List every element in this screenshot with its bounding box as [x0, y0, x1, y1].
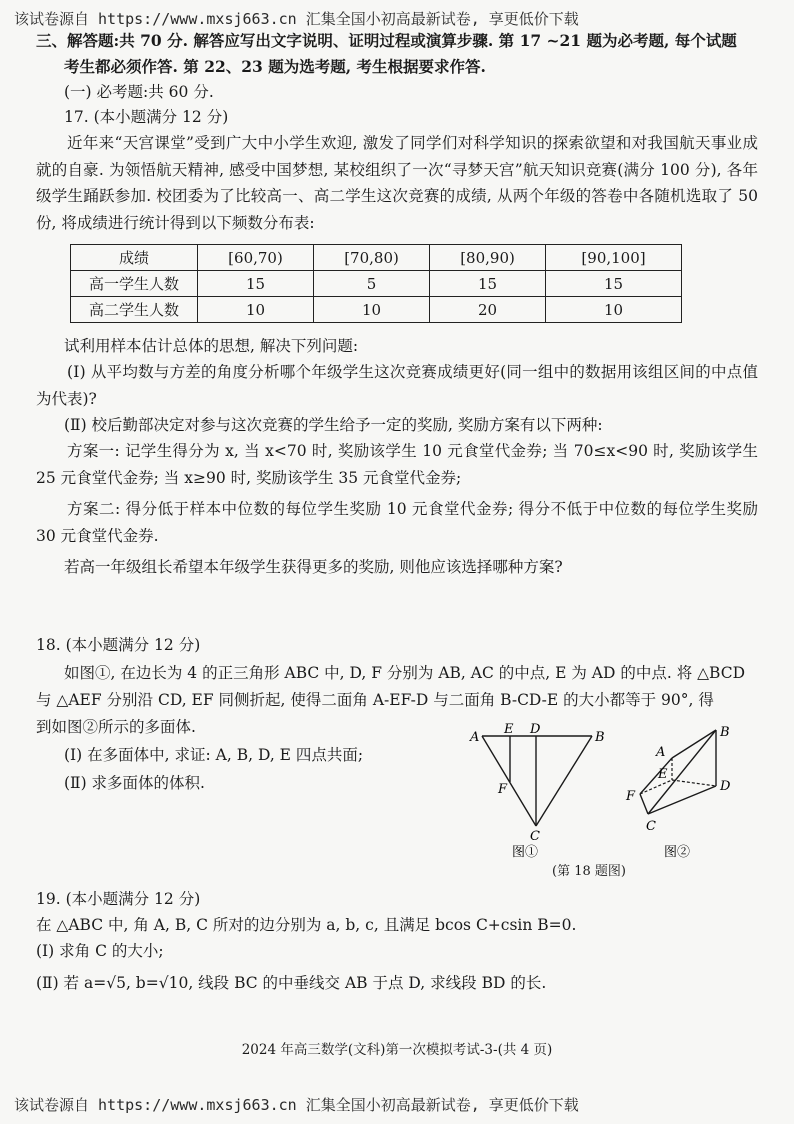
fig1-label-b: B: [595, 730, 605, 745]
fig2-label-b: B: [720, 725, 730, 740]
watermark-top: 该试卷源自 https://www.mxsj663.cn 汇集全国小初高最新试卷, 享更低价下载: [14, 10, 579, 28]
q17-part2: (Ⅱ) 校后勤部决定对参与这次竞赛的学生给予一定的奖励, 奖励方案有以下两种:: [64, 416, 603, 434]
q17-lead: 试利用样本估计总体的思想, 解决下列问题:: [64, 337, 359, 355]
table-cell: 10: [198, 297, 314, 323]
q17-intro: 近年来“天宫课堂”受到广大中小学生欢迎, 激发了同学们对科学知识的探索欲望和对我国航天事业成就的自豪. 为领悟航天精神, 感受中国梦想, 某校组织了一次“寻梦天宫”航天知识竞赛(满分 100 分), 各年级学生踊跃参加. 校团委为了比较高一、高二学生这次竞赛的成绩, 从两个年级的答卷中各随机选取了 50 份, 将成绩进行统计得到以下频数分布表:: [36, 134, 758, 232]
q17-plan2: 方案二: 得分低于样本中位数的每位学生奖励 10 元食堂代金券; 得分不低于中位数的每位学生奖励 30 元食堂代金券.: [36, 500, 758, 545]
fig1-label-d: D: [530, 722, 541, 737]
q17-part1: (Ⅰ) 从平均数与方差的角度分析哪个年级学生这次竞赛成绩更好(同一组中的数据用该组区间的中点值为代表)?: [36, 363, 758, 408]
table-cell: 10: [546, 297, 682, 323]
q19-part2: (Ⅱ) 若 a=√5, b=√10, 线段 BC 的中垂线交 AB 于点 D, 求线段 BD 的长.: [36, 974, 547, 992]
table-header-cell: 成绩: [71, 245, 198, 271]
table-cell: 15: [198, 271, 314, 297]
table-header-cell: [90,100]: [546, 245, 682, 271]
q18-part2: (Ⅱ) 求多面体的体积.: [64, 774, 205, 792]
fig1-label-a: A: [470, 730, 480, 745]
table-cell: 15: [430, 271, 546, 297]
table-cell: 20: [430, 297, 546, 323]
table-header-cell: [60,70): [198, 245, 314, 271]
fig1-caption: 图①: [512, 845, 539, 860]
q18-text-line3: 到如图②所示的多面体.: [36, 718, 196, 736]
table-header-row: [71, 245, 682, 271]
fig1-label-f: F: [498, 782, 508, 797]
fig2-label-c: C: [646, 819, 656, 834]
q17-plan1: 方案一: 记学生得分为 x, 当 x<70 时, 奖励该学生 10 元食堂代金券; 当 70≤x<90 时, 奖励该学生 25 元食堂代金券; 当 x≥90 时, 奖励该学生 35 元食堂代金券;: [36, 442, 758, 487]
table-header-cell: [80,90): [430, 245, 546, 271]
q17-title: 17. (本小题满分 12 分): [64, 108, 229, 126]
table-header-cell: [70,80): [314, 245, 430, 271]
page-footer: 2024 年高三数学(文科)第一次模拟考试-3-(共 4 页): [241, 1042, 553, 1058]
fig2-label-d: D: [720, 779, 731, 794]
fig1-label-e: E: [504, 722, 514, 737]
q18-title: 18. (本小题满分 12 分): [36, 636, 201, 654]
section-heading-line1: 三、解答题:共 70 分. 解答应写出文字说明、证明过程或演算步骤. 第 17 ~21 题为必考题, 每个试题: [36, 31, 737, 50]
fig2-label-f: F: [626, 789, 636, 804]
q19-text: 在 △ABC 中, 角 A, B, C 所对的边分别为 a, b, c, 且满足 bcos C+csin B=0.: [36, 916, 577, 934]
table-row: [71, 297, 682, 323]
fig2-caption: 图②: [664, 845, 691, 860]
q17-question: 若高一年级组长希望本年级学生获得更多的奖励, 则他应该选择哪种方案?: [64, 558, 563, 576]
figure-2-polyhedron: [620, 722, 740, 862]
q18-text-line1: 如图①, 在边长为 4 的正三角形 ABC 中, D, F 分别为 AB, AC 的中点, E 为 AD 的中点. 将 △BCD: [64, 664, 746, 682]
fig2-label-e: E: [658, 767, 668, 782]
table-cell: 高二学生人数: [71, 297, 198, 323]
q19-part1: (Ⅰ) 求角 C 的大小;: [36, 942, 164, 960]
q18-figure-title: (第 18 题图): [552, 864, 626, 879]
fig1-label-c: C: [530, 829, 540, 844]
frequency-table: [70, 244, 682, 323]
section-part: (一) 必考题:共 60 分.: [64, 83, 214, 101]
table-cell: 高一学生人数: [71, 271, 198, 297]
table-cell: 15: [546, 271, 682, 297]
table-cell: 5: [314, 271, 430, 297]
watermark-bottom: 该试卷源自 https://www.mxsj663.cn 汇集全国小初高最新试卷, 享更低价下载: [14, 1096, 579, 1114]
fig2-label-a: A: [656, 745, 666, 760]
q19-title: 19. (本小题满分 12 分): [36, 890, 201, 908]
figure-1-triangle: [468, 722, 608, 862]
table-row: [71, 271, 682, 297]
q18-part1: (Ⅰ) 在多面体中, 求证: A, B, D, E 四点共面;: [64, 746, 364, 764]
section-heading-line2: 考生都必须作答. 第 22、23 题为选考题, 考生根据要求作答.: [64, 57, 486, 76]
q18-text-line2: 与 △AEF 分别沿 CD, EF 同侧折起, 使得二面角 A-EF-D 与二面角 B-CD-E 的大小都等于 90°, 得: [36, 691, 714, 709]
table-cell: 10: [314, 297, 430, 323]
